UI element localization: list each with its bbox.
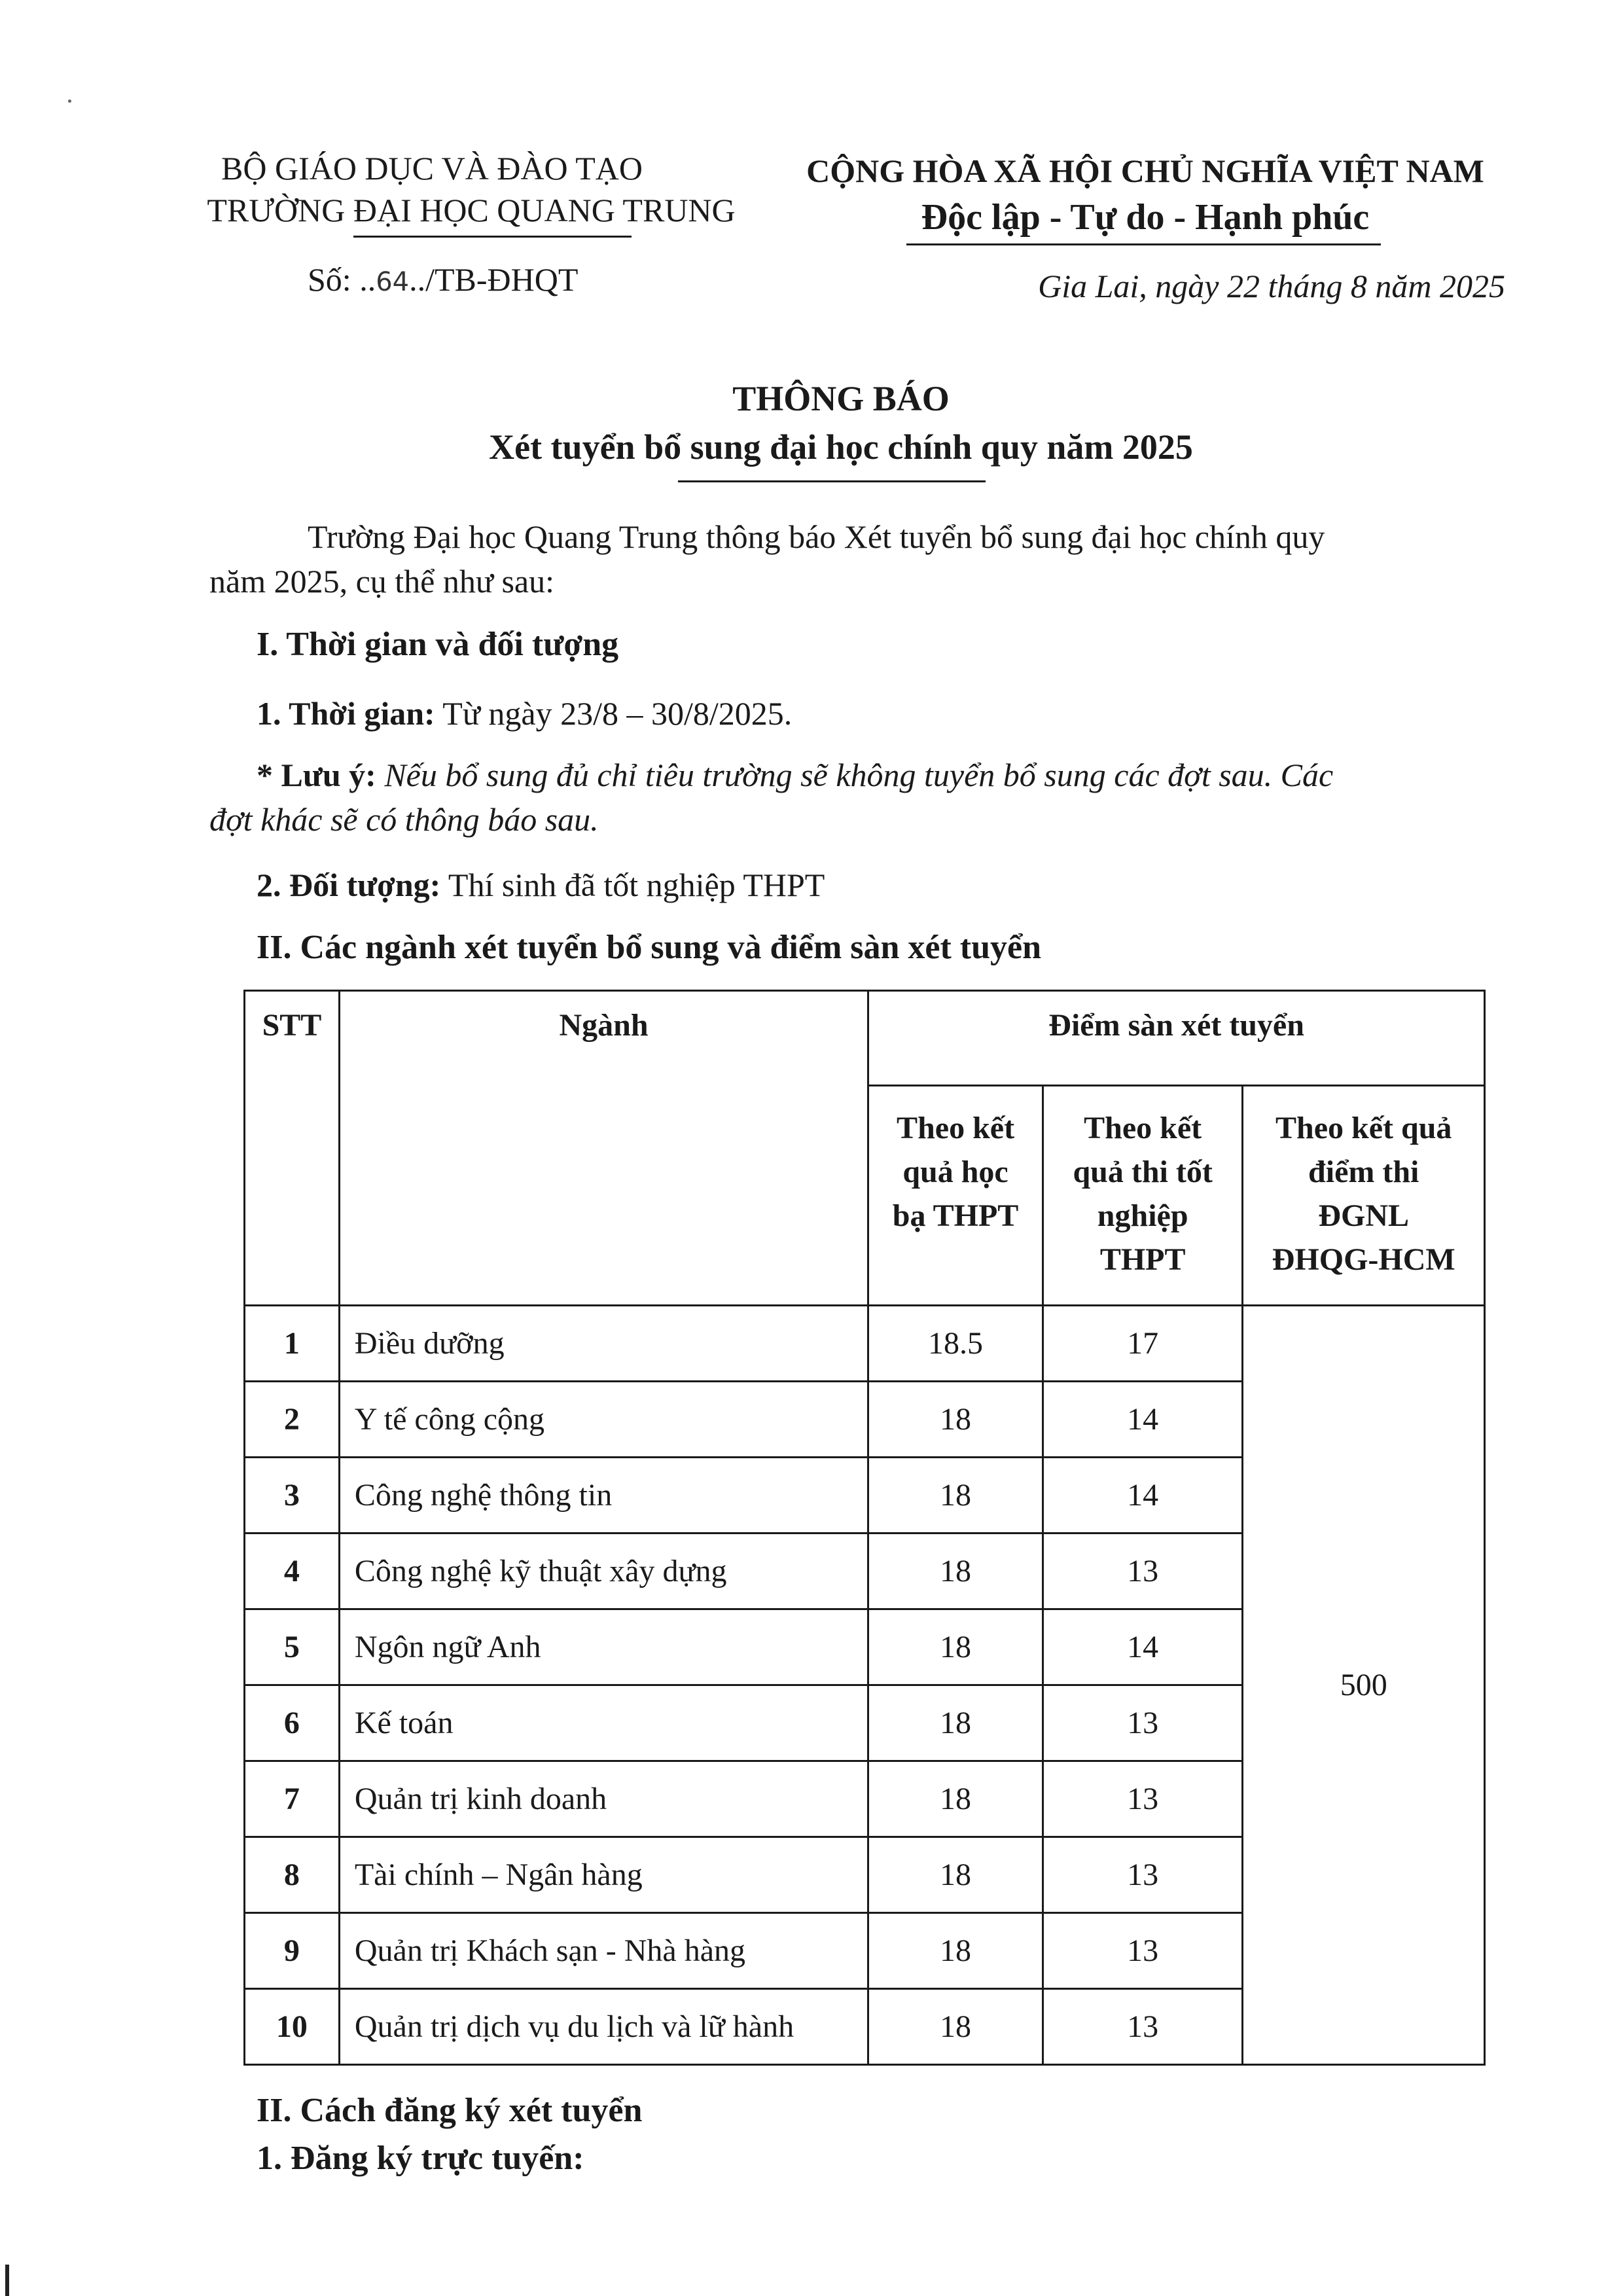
section-3-heading: II. Cách đăng ký xét tuyển [257, 2092, 643, 2129]
note-text-1: Nếu bổ sung đủ chỉ tiêu trường sẽ không tuyển bổ sung các đợt sau. Các [376, 757, 1334, 793]
row-score-transcript: 18 [868, 1609, 1043, 1685]
section-2-heading: II. Các ngành xét tuyển bổ sung và điểm sàn xét tuyển [257, 929, 1042, 966]
header-major: Ngành [339, 991, 868, 1306]
section-1-heading: I. Thời gian và đối tượng [257, 626, 619, 663]
row-major: Công nghệ thông tin [339, 1458, 868, 1534]
row-stt: 6 [245, 1685, 340, 1761]
header-stt: STT [245, 991, 340, 1306]
row-stt: 2 [245, 1382, 340, 1458]
header-dgnl-line: ĐHQG-HCM [1272, 1242, 1455, 1277]
title-underline [678, 480, 986, 482]
national-motto: Độc lập - Tự do - Hạnh phúc [921, 197, 1370, 238]
note-label: * Lưu ý: [257, 757, 376, 793]
row-score-exam: 13 [1043, 1534, 1243, 1609]
row-score-exam: 13 [1043, 1913, 1243, 1989]
ministry-name: BỘ GIÁO DỤC VÀ ĐÀO TẠO [221, 150, 643, 187]
row-stt: 7 [245, 1761, 340, 1837]
university-underline [353, 236, 632, 238]
row-stt: 10 [245, 1989, 340, 2065]
republic-name: CỘNG HÒA XÃ HỘI CHỦ NGHĨA VIỆT NAM [806, 152, 1484, 189]
target-label: 2. Đối tượng: [257, 867, 441, 903]
row-score-transcript: 18 [868, 1685, 1043, 1761]
row-major: Quản trị dịch vụ du lịch và lữ hành [339, 1989, 868, 2065]
document-number [308, 260, 578, 298]
row-major: Điều dưỡng [339, 1306, 868, 1382]
scan-mark [5, 2265, 9, 2296]
row-major: Quản trị kinh doanh [339, 1761, 868, 1837]
row-score-exam: 13 [1043, 1685, 1243, 1761]
header-exam-line: nghiệp [1097, 1198, 1188, 1233]
row-score-transcript: 18 [868, 1989, 1043, 2065]
target-value: Thí sinh đã tốt nghiệp THPT [440, 867, 825, 903]
scan-speck [68, 99, 71, 103]
row-stt: 5 [245, 1609, 340, 1685]
row-score-exam: 13 [1043, 1761, 1243, 1837]
majors-table [243, 990, 1486, 2066]
note-line-2: đợt khác sẽ có thông báo sau. [209, 801, 599, 838]
header-transcript-line: bạ THPT [892, 1198, 1019, 1233]
row-stt: 4 [245, 1534, 340, 1609]
header-dgnl-line: điểm thi [1308, 1155, 1419, 1189]
dgnl-score: 500 [1243, 1306, 1485, 2065]
row-score-transcript: 18 [868, 1913, 1043, 1989]
online-registration-heading: 1. Đăng ký trực tuyến: [257, 2140, 584, 2177]
row-major: Ngôn ngữ Anh [339, 1609, 868, 1685]
header-dgnl-line: Theo kết quả [1275, 1111, 1452, 1145]
header-dgnl [1243, 1086, 1485, 1306]
note-line-1 [257, 753, 1333, 797]
row-score-transcript: 18 [868, 1761, 1043, 1837]
row-score-exam: 13 [1043, 1989, 1243, 2065]
row-score-exam: 14 [1043, 1458, 1243, 1534]
row-score-exam: 14 [1043, 1382, 1243, 1458]
row-score-transcript: 18 [868, 1458, 1043, 1534]
row-score-transcript: 18 [868, 1534, 1043, 1609]
row-score-transcript: 18.5 [868, 1306, 1043, 1382]
place-date: Gia Lai, ngày 22 tháng 8 năm 2025 [1038, 268, 1505, 304]
time-label: 1. Thời gian: [257, 695, 435, 732]
row-major: Công nghệ kỹ thuật xây dựng [339, 1534, 868, 1609]
intro-line-1: Trường Đại học Quang Trung thông báo Xét tuyển bổ sung đại học chính quy [308, 518, 1325, 555]
target-line [257, 863, 825, 907]
header-dgnl-line: ĐGNL [1318, 1198, 1410, 1233]
row-major: Kế toán [339, 1685, 868, 1761]
row-score-exam: 13 [1043, 1837, 1243, 1913]
row-stt: 9 [245, 1913, 340, 1989]
row-stt: 3 [245, 1458, 340, 1534]
intro-line-2: năm 2025, cụ thể như sau: [209, 563, 555, 600]
header-transcript [868, 1086, 1043, 1306]
header-graduation-exam [1043, 1086, 1243, 1306]
row-score-exam: 17 [1043, 1306, 1243, 1382]
row-stt: 8 [245, 1837, 340, 1913]
row-major: Y tế công cộng [339, 1382, 868, 1458]
header-exam-line: Theo kết [1084, 1111, 1202, 1145]
time-value: Từ ngày 23/8 – 30/8/2025. [435, 695, 793, 732]
header-transcript-line: Theo kết [897, 1111, 1015, 1145]
document-number-suffix: ../TB-ĐHQT [409, 261, 579, 298]
motto-underline [906, 243, 1381, 245]
university-name: TRƯỜNG ĐẠI HỌC QUANG TRUNG [207, 192, 736, 228]
row-score-transcript: 18 [868, 1382, 1043, 1458]
document-number-prefix: Số: .. [308, 261, 376, 298]
row-score-transcript: 18 [868, 1837, 1043, 1913]
header-transcript-line: quả học [902, 1155, 1008, 1189]
row-major: Tài chính – Ngân hàng [339, 1837, 868, 1913]
header-min-score: Điểm sàn xét tuyển [868, 991, 1485, 1086]
table-row [245, 1306, 1485, 1382]
row-stt: 1 [245, 1306, 340, 1382]
document-title: THÔNG BÁO [732, 379, 950, 418]
row-score-exam: 14 [1043, 1609, 1243, 1685]
time-line [257, 691, 792, 736]
header-exam-line: THPT [1099, 1242, 1186, 1277]
document-subtitle: Xét tuyển bổ sung đại học chính quy năm 2025 [489, 427, 1193, 467]
header-exam-line: quả thi tốt [1073, 1155, 1213, 1189]
row-major: Quản trị Khách sạn - Nhà hàng [339, 1913, 868, 1989]
document-number-handwritten: 64 [376, 267, 410, 297]
